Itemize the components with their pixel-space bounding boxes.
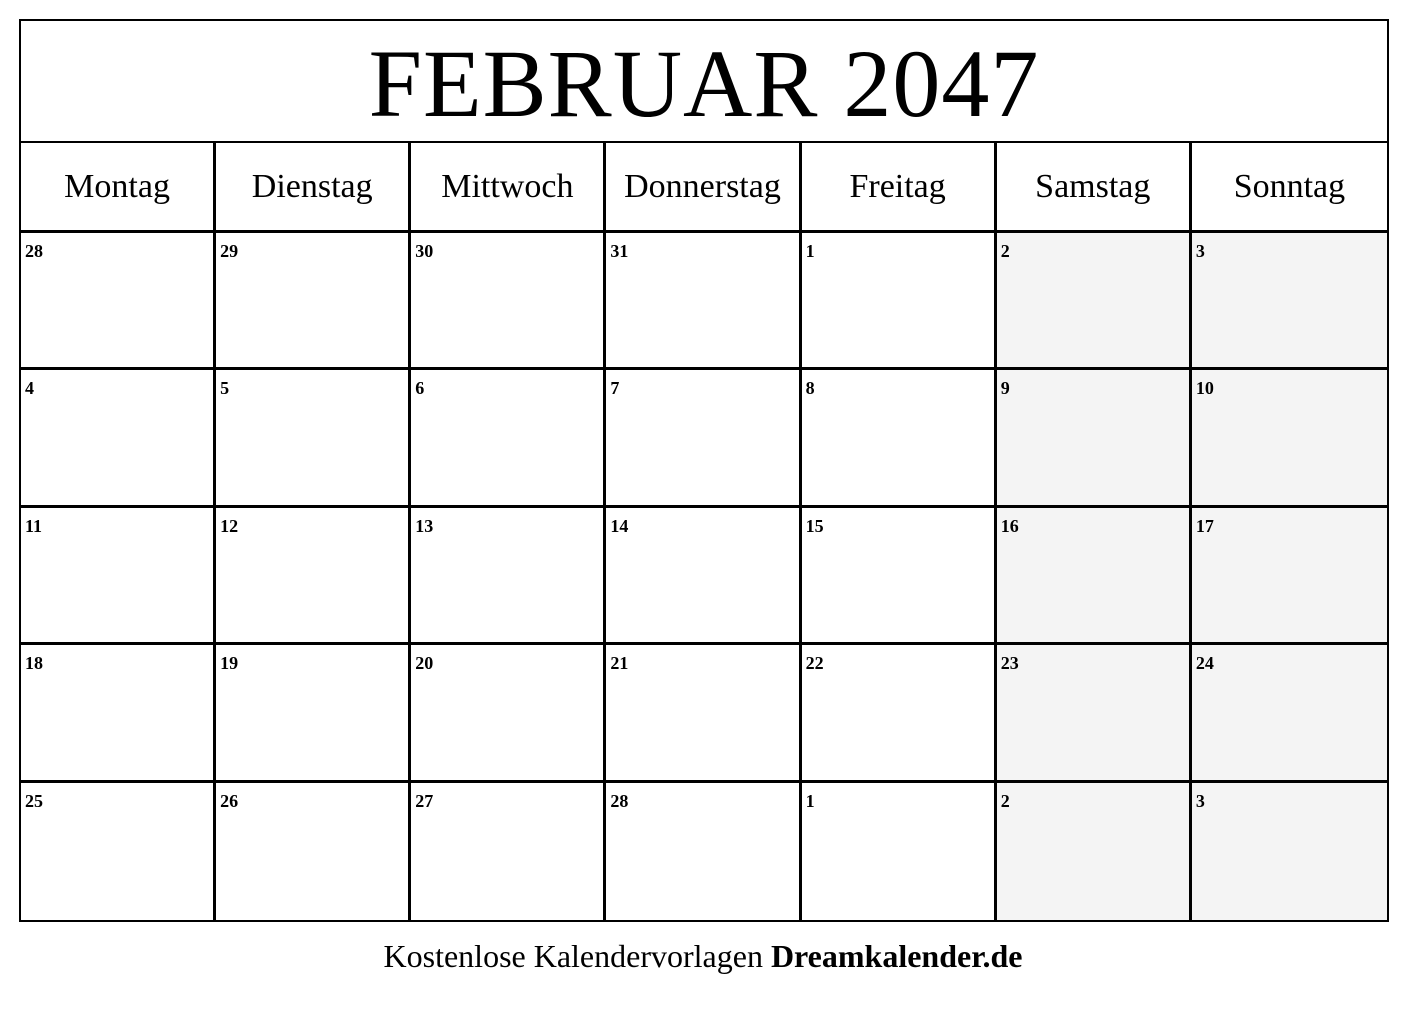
day-cell (802, 508, 997, 645)
day-cell (1192, 508, 1387, 645)
day-cell (411, 233, 606, 370)
day-cell (997, 508, 1192, 645)
day-number: 7 (610, 378, 620, 399)
weekday-header: Samstag (997, 143, 1192, 233)
day-number: 6 (415, 378, 425, 399)
day-cell (21, 645, 216, 782)
day-number: 2 (1000, 241, 1010, 261)
day-cell (997, 783, 1192, 920)
day-number: 20 (415, 653, 434, 674)
calendar-grid (21, 143, 1387, 920)
day-number: 15 (805, 515, 824, 536)
day-cell (802, 783, 997, 920)
day-cell (21, 370, 216, 507)
day-number: 1 (805, 241, 815, 261)
day-number: 26 (220, 790, 239, 811)
day-number: 19 (220, 653, 239, 674)
footer-text: Kostenlose Kalendervorlagen (383, 938, 763, 974)
day-number: 10 (1195, 378, 1214, 399)
day-cell (802, 370, 997, 507)
day-number: 29 (220, 241, 239, 261)
day-cell (997, 645, 1192, 782)
title-row (21, 21, 1387, 143)
day-cell (997, 370, 1192, 507)
day-number: 18 (25, 653, 43, 674)
day-cell (1192, 645, 1387, 782)
day-cell (1192, 783, 1387, 920)
day-number: 21 (610, 653, 629, 674)
day-cell (1192, 370, 1387, 507)
day-number: 23 (1000, 653, 1019, 674)
day-number: 3 (1195, 790, 1205, 811)
day-cell (606, 783, 801, 920)
day-cell (21, 783, 216, 920)
day-number: 22 (805, 653, 824, 674)
day-cell (997, 233, 1192, 370)
day-cell (216, 645, 411, 782)
day-cell (21, 233, 216, 370)
day-number: 30 (415, 241, 434, 261)
day-cell (411, 508, 606, 645)
day-number: 11 (25, 515, 43, 536)
day-number: 14 (610, 515, 629, 536)
day-number: 24 (1195, 653, 1214, 674)
day-number: 17 (1195, 515, 1214, 536)
day-cell (802, 645, 997, 782)
day-cell (802, 233, 997, 370)
calendar-title: FEBRUAR 2047 (368, 30, 1040, 137)
day-cell (411, 783, 606, 920)
calendar (19, 19, 1389, 922)
day-number: 31 (610, 241, 629, 261)
day-cell (21, 508, 216, 645)
day-cell (606, 645, 801, 782)
day-number: 1 (805, 790, 815, 811)
footer (0, 938, 1406, 975)
day-cell (1192, 233, 1387, 370)
day-number: 4 (25, 378, 34, 399)
day-number: 16 (1000, 515, 1019, 536)
day-number: 28 (610, 790, 629, 811)
day-number: 8 (805, 378, 815, 399)
weekday-header: Freitag (802, 143, 997, 233)
weekday-header: Donnerstag (606, 143, 801, 233)
day-number: 9 (1000, 378, 1010, 399)
day-cell (606, 370, 801, 507)
day-cell (606, 508, 801, 645)
day-number: 13 (415, 515, 434, 536)
weekday-header: Sonntag (1192, 143, 1387, 233)
day-number: 12 (220, 515, 239, 536)
footer-site: Dreamkalender.de (770, 938, 1023, 974)
day-cell (216, 370, 411, 507)
day-cell (606, 233, 801, 370)
day-number: 2 (1000, 790, 1010, 811)
day-cell (216, 233, 411, 370)
weekday-header: Mittwoch (411, 143, 606, 233)
day-number: 28 (25, 241, 43, 261)
day-number: 25 (25, 790, 43, 811)
day-number: 27 (415, 790, 434, 811)
day-number: 5 (220, 378, 230, 399)
weekday-header: Dienstag (216, 143, 411, 233)
weekday-header: Montag (21, 143, 216, 233)
day-cell (411, 645, 606, 782)
day-cell (411, 370, 606, 507)
day-cell (216, 508, 411, 645)
day-cell (216, 783, 411, 920)
day-number: 3 (1195, 241, 1205, 261)
